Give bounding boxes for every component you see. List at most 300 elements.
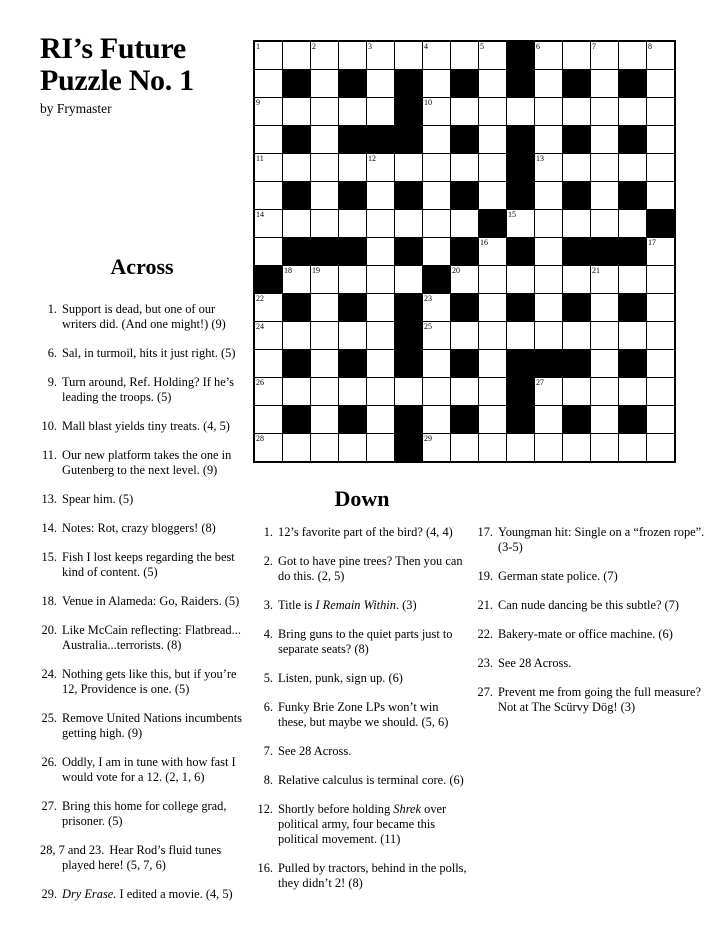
grid-cell[interactable]	[507, 434, 534, 461]
down-section-column-2	[476, 525, 716, 715]
clue-number: 1.	[47, 302, 57, 316]
grid-cell[interactable]	[647, 266, 674, 293]
grid-cell[interactable]	[283, 322, 310, 349]
grid-cell-black	[535, 350, 562, 377]
grid-cell[interactable]	[451, 154, 478, 181]
cell-number: 9	[256, 98, 260, 107]
grid-cell[interactable]	[563, 378, 590, 405]
grid-cell[interactable]	[535, 406, 562, 433]
grid-cell[interactable]	[479, 378, 506, 405]
grid-cell[interactable]	[339, 98, 366, 125]
grid-cell[interactable]	[311, 42, 338, 69]
grid-cell[interactable]	[255, 322, 282, 349]
cell-number: 8	[648, 42, 652, 51]
grid-cell[interactable]	[423, 238, 450, 265]
grid-cell-black	[339, 294, 366, 321]
grid-cell[interactable]	[591, 42, 618, 69]
grid-cell[interactable]	[647, 70, 674, 97]
grid-cell[interactable]	[311, 294, 338, 321]
grid-cell[interactable]	[563, 434, 590, 461]
grid-cell[interactable]	[535, 378, 562, 405]
grid-cell[interactable]	[311, 98, 338, 125]
grid-cell-black	[339, 406, 366, 433]
clue-text: Fish I lost keeps regarding the best kind of content. (5)	[62, 550, 235, 579]
grid-cell[interactable]	[535, 294, 562, 321]
clue-number: 10.	[41, 419, 57, 433]
clue-text: Youngman hit: Single on a “frozen rope”. (3-5)	[498, 525, 705, 554]
grid-cell-black	[255, 266, 282, 293]
grid-cell[interactable]	[423, 98, 450, 125]
grid-cell[interactable]	[591, 294, 618, 321]
grid-cell[interactable]	[367, 70, 394, 97]
across-clue-10	[40, 419, 244, 434]
clue-text: Prevent me from going the full measure? Not at The Scürvy Dög! (3)	[498, 685, 702, 714]
grid-cell[interactable]	[367, 154, 394, 181]
clue-number: 27.	[41, 799, 57, 813]
grid-cell[interactable]	[479, 266, 506, 293]
grid-cell[interactable]	[255, 182, 282, 209]
grid-cell[interactable]	[311, 70, 338, 97]
grid-cell-black	[283, 350, 310, 377]
grid-cell[interactable]	[423, 294, 450, 321]
grid-cell[interactable]	[647, 378, 674, 405]
down-clue-list-2	[476, 525, 716, 715]
cell-number: 22	[256, 294, 264, 303]
grid-cell[interactable]	[619, 154, 646, 181]
grid-cell[interactable]	[451, 42, 478, 69]
clue-number: 26.	[41, 755, 57, 769]
grid-cell[interactable]	[535, 210, 562, 237]
grid-cell[interactable]	[507, 98, 534, 125]
grid-cell[interactable]	[647, 434, 674, 461]
grid-cell[interactable]	[535, 238, 562, 265]
grid-cell[interactable]	[451, 322, 478, 349]
grid-cell[interactable]	[395, 154, 422, 181]
grid-cell[interactable]	[479, 126, 506, 153]
grid-cell[interactable]	[647, 238, 674, 265]
grid-cell[interactable]	[535, 154, 562, 181]
cell-number: 27	[536, 378, 544, 387]
grid-cell[interactable]	[451, 266, 478, 293]
clue-text: Title is I Remain Within. (3)	[278, 598, 417, 612]
grid-cell[interactable]	[283, 378, 310, 405]
grid-cell[interactable]	[283, 42, 310, 69]
grid-cell[interactable]	[647, 126, 674, 153]
grid-cell-black	[507, 378, 534, 405]
cell-number: 21	[592, 266, 600, 275]
grid-cell[interactable]	[255, 42, 282, 69]
grid-cell[interactable]	[535, 98, 562, 125]
grid-cell-black	[563, 406, 590, 433]
grid-cell[interactable]	[535, 182, 562, 209]
grid-cell-black	[339, 126, 366, 153]
clue-text: Turn around, Ref. Holding? If he’s leading the troops. (5)	[62, 375, 234, 404]
grid-cell[interactable]	[311, 378, 338, 405]
across-clue-list	[40, 302, 244, 902]
down-clue-8	[256, 773, 468, 788]
grid-cell-black	[507, 42, 534, 69]
clue-text: Mall blast yields tiny treats. (4, 5)	[62, 419, 230, 433]
grid-cell[interactable]	[255, 294, 282, 321]
clue-text: Shortly before holding Shrek over political army, four became this political movement. (11)	[278, 802, 447, 846]
grid-cell[interactable]	[423, 126, 450, 153]
across-clue-27	[40, 799, 244, 829]
cell-number: 10	[424, 98, 432, 107]
puzzle-title-line1: RI’s Future	[40, 32, 186, 65]
cell-number: 28	[256, 434, 264, 443]
grid-cell[interactable]	[367, 98, 394, 125]
across-section	[40, 255, 244, 902]
cell-number: 24	[256, 322, 264, 331]
grid-cell[interactable]	[591, 322, 618, 349]
grid-cell[interactable]	[507, 322, 534, 349]
across-clue-11	[40, 448, 244, 478]
clue-number: 9.	[47, 375, 57, 389]
grid-cell[interactable]	[563, 98, 590, 125]
clue-text: Pulled by tractors, behind in the polls, they didn’t 2! (8)	[278, 861, 467, 890]
clue-number: 6.	[263, 700, 273, 714]
clue-text: Our new platform takes the one in Gutenberg to the next level. (9)	[62, 448, 232, 477]
grid-cell-black	[395, 294, 422, 321]
grid-cell[interactable]	[283, 266, 310, 293]
across-clue-14	[40, 521, 244, 536]
grid-cell[interactable]	[423, 182, 450, 209]
grid-cell[interactable]	[647, 98, 674, 125]
grid-cell[interactable]	[255, 238, 282, 265]
grid-cell[interactable]	[423, 322, 450, 349]
grid-cell[interactable]	[535, 126, 562, 153]
grid-cell[interactable]	[311, 154, 338, 181]
across-clue-15	[40, 550, 244, 580]
grid-cell[interactable]	[451, 210, 478, 237]
grid-cell[interactable]	[423, 350, 450, 377]
grid-cell[interactable]	[283, 98, 310, 125]
grid-cell-black	[563, 70, 590, 97]
grid-cell[interactable]	[479, 154, 506, 181]
grid-cell[interactable]	[591, 70, 618, 97]
grid-cell[interactable]	[255, 98, 282, 125]
clue-text: Bring this home for college grad, prisoner. (5)	[62, 799, 227, 828]
grid-cell[interactable]	[619, 434, 646, 461]
grid-cell[interactable]	[283, 434, 310, 461]
grid-cell-black	[563, 238, 590, 265]
grid-cell[interactable]	[339, 210, 366, 237]
grid-cell-black	[395, 126, 422, 153]
grid-cell-black	[591, 238, 618, 265]
down-clue-17	[476, 525, 716, 555]
grid-cell[interactable]	[479, 322, 506, 349]
grid-cell[interactable]	[591, 126, 618, 153]
grid-cell[interactable]	[619, 322, 646, 349]
grid-cell[interactable]	[647, 154, 674, 181]
grid-cell[interactable]	[479, 98, 506, 125]
grid-cell[interactable]	[479, 434, 506, 461]
grid-cell[interactable]	[255, 154, 282, 181]
grid-cell-black	[451, 126, 478, 153]
clue-text: Listen, punk, sign up. (6)	[278, 671, 403, 685]
across-clue-18	[40, 594, 244, 609]
clue-number: 29.	[41, 887, 57, 901]
grid-cell[interactable]	[283, 210, 310, 237]
grid-cell[interactable]	[423, 42, 450, 69]
grid-cell[interactable]	[255, 378, 282, 405]
grid-cell[interactable]	[423, 406, 450, 433]
grid-cell[interactable]	[255, 350, 282, 377]
grid-cell[interactable]	[367, 406, 394, 433]
grid-cell-black	[423, 266, 450, 293]
grid-cell[interactable]	[311, 406, 338, 433]
clue-number: 2.	[263, 554, 273, 568]
clue-number: 21.	[477, 598, 493, 612]
clue-text: Sal, in turmoil, hits it just right. (5)	[62, 346, 236, 360]
grid-cell[interactable]	[367, 434, 394, 461]
grid-cell[interactable]	[367, 42, 394, 69]
grid-cell-black	[507, 182, 534, 209]
grid-cell-black	[283, 70, 310, 97]
grid-cell[interactable]	[451, 98, 478, 125]
grid-cell[interactable]	[395, 42, 422, 69]
grid-cell[interactable]	[311, 434, 338, 461]
down-clue-21	[476, 598, 716, 613]
clue-number: 1.	[263, 525, 273, 539]
grid-cell[interactable]	[423, 434, 450, 461]
grid-cell[interactable]	[283, 154, 310, 181]
grid-cell[interactable]	[367, 182, 394, 209]
clue-text: Spear him. (5)	[62, 492, 134, 506]
grid-cell-black	[339, 70, 366, 97]
clue-text: See 28 Across.	[498, 656, 572, 670]
grid-cell[interactable]	[367, 210, 394, 237]
puzzle-title	[40, 33, 250, 97]
grid-cell-black	[507, 238, 534, 265]
grid-cell-black	[451, 350, 478, 377]
grid-cell-black	[283, 294, 310, 321]
cell-number: 12	[368, 154, 376, 163]
grid-cell[interactable]	[535, 42, 562, 69]
across-clue-28	[40, 843, 244, 873]
grid-cell[interactable]	[563, 42, 590, 69]
grid-cell[interactable]	[647, 350, 674, 377]
grid-cell[interactable]	[311, 126, 338, 153]
clue-number: 25.	[41, 711, 57, 725]
cell-number: 3	[368, 42, 372, 51]
cell-number: 2	[312, 42, 316, 51]
grid-cell-black	[283, 126, 310, 153]
grid-cell[interactable]	[591, 182, 618, 209]
grid-cell[interactable]	[367, 294, 394, 321]
grid-cell[interactable]	[311, 322, 338, 349]
cell-number: 18	[284, 266, 292, 275]
grid-cell-black	[451, 238, 478, 265]
grid-cell[interactable]	[255, 126, 282, 153]
grid-cell[interactable]	[255, 434, 282, 461]
grid-cell[interactable]	[255, 406, 282, 433]
grid-cell[interactable]	[647, 294, 674, 321]
grid-cell[interactable]	[339, 378, 366, 405]
down-clue-16	[256, 861, 468, 891]
grid-cell[interactable]	[647, 322, 674, 349]
grid-cell[interactable]	[479, 70, 506, 97]
crossword-grid	[253, 40, 676, 463]
grid-cell[interactable]	[535, 434, 562, 461]
grid-cell[interactable]	[619, 42, 646, 69]
grid-cell[interactable]	[311, 210, 338, 237]
grid-cell[interactable]	[507, 266, 534, 293]
clue-number: 11.	[41, 448, 57, 462]
grid-cell[interactable]	[395, 378, 422, 405]
grid-cell[interactable]	[367, 238, 394, 265]
grid-cell[interactable]	[479, 406, 506, 433]
byline: by Frymaster	[40, 101, 112, 116]
grid-cell[interactable]	[591, 350, 618, 377]
grid-cell[interactable]	[339, 434, 366, 461]
grid-cell[interactable]	[591, 406, 618, 433]
grid-cell[interactable]	[619, 266, 646, 293]
down-clue-22	[476, 627, 716, 642]
grid-cell-black	[283, 406, 310, 433]
across-clue-20	[40, 623, 244, 653]
grid-cell[interactable]	[479, 350, 506, 377]
across-clue-6	[40, 346, 244, 361]
clue-text: Got to have pine trees? Then you can do this. (2, 5)	[278, 554, 463, 583]
grid-cell-black	[619, 70, 646, 97]
grid-cell-black	[507, 406, 534, 433]
grid-cell-black	[339, 350, 366, 377]
grid-cell[interactable]	[619, 378, 646, 405]
across-clue-25	[40, 711, 244, 741]
grid-cell[interactable]	[339, 154, 366, 181]
cell-number: 25	[424, 322, 432, 331]
across-clue-1	[40, 302, 244, 332]
grid-cell[interactable]	[311, 350, 338, 377]
down-clue-list-1	[256, 525, 468, 891]
clue-text: Funky Brie Zone LPs won’t win these, but maybe we should. (5, 6)	[278, 700, 449, 729]
grid-cell[interactable]	[647, 406, 674, 433]
down-section-column-1	[256, 487, 468, 891]
grid-cell-black	[507, 126, 534, 153]
grid-cell[interactable]	[479, 238, 506, 265]
grid-cell[interactable]	[423, 210, 450, 237]
puzzle-title-line2: Puzzle No. 1	[40, 64, 194, 97]
grid-cell[interactable]	[451, 434, 478, 461]
clue-number: 5.	[263, 671, 273, 685]
grid-cell[interactable]	[535, 266, 562, 293]
grid-cell-black	[283, 238, 310, 265]
clue-number: 22.	[477, 627, 493, 641]
down-heading: Down	[334, 486, 390, 511]
grid-cell[interactable]	[563, 210, 590, 237]
grid-cell-black	[507, 70, 534, 97]
clue-number: 27.	[477, 685, 493, 699]
clue-number: 13.	[41, 492, 57, 506]
grid-cell[interactable]	[591, 434, 618, 461]
grid-cell[interactable]	[591, 266, 618, 293]
clue-text: Venue in Alameda: Go, Raiders. (5)	[62, 594, 240, 608]
grid-cell[interactable]	[479, 294, 506, 321]
cell-number: 19	[312, 266, 320, 275]
down-clue-27	[476, 685, 716, 715]
grid-cell[interactable]	[591, 98, 618, 125]
grid-cell[interactable]	[311, 266, 338, 293]
grid-cell[interactable]	[647, 42, 674, 69]
down-clue-4	[256, 627, 468, 657]
grid-cell[interactable]	[535, 322, 562, 349]
grid-cell-black	[563, 350, 590, 377]
grid-cell[interactable]	[423, 378, 450, 405]
grid-cell[interactable]	[423, 70, 450, 97]
across-clue-26	[40, 755, 244, 785]
grid-cell[interactable]	[255, 210, 282, 237]
across-clue-9	[40, 375, 244, 405]
grid-cell-black	[395, 434, 422, 461]
grid-cell[interactable]	[479, 42, 506, 69]
grid-cell[interactable]	[535, 70, 562, 97]
down-clue-3	[256, 598, 468, 613]
clue-text: Bakery-mate or office machine. (6)	[498, 627, 673, 641]
grid-cell[interactable]	[647, 182, 674, 209]
clue-number: 24.	[41, 667, 57, 681]
grid-cell[interactable]	[507, 210, 534, 237]
grid-cell[interactable]	[367, 378, 394, 405]
clue-number: 15.	[41, 550, 57, 564]
grid-cell[interactable]	[563, 154, 590, 181]
grid-cell[interactable]	[311, 182, 338, 209]
grid-cell-black	[479, 210, 506, 237]
grid-cell[interactable]	[591, 210, 618, 237]
grid-cell-black	[619, 238, 646, 265]
grid-cell-black	[339, 182, 366, 209]
clue-number: 14.	[41, 521, 57, 535]
grid-cell[interactable]	[619, 210, 646, 237]
grid-cell[interactable]	[367, 322, 394, 349]
cell-number: 16	[480, 238, 488, 247]
grid-cell[interactable]	[339, 266, 366, 293]
clue-text: Notes: Rot, crazy bloggers! (8)	[62, 521, 216, 535]
grid-cell[interactable]	[339, 42, 366, 69]
grid-cell[interactable]	[563, 322, 590, 349]
clue-number: 19.	[477, 569, 493, 583]
grid-cell-black	[563, 126, 590, 153]
grid-cell[interactable]	[395, 266, 422, 293]
grid-cell[interactable]	[339, 322, 366, 349]
grid-cell[interactable]	[479, 182, 506, 209]
grid-cell-black	[451, 294, 478, 321]
clue-number: 20.	[41, 623, 57, 637]
grid-cell[interactable]	[619, 98, 646, 125]
down-clue-12	[256, 802, 468, 847]
grid-cell-black	[395, 322, 422, 349]
grid-cell[interactable]	[563, 266, 590, 293]
grid-cell[interactable]	[451, 378, 478, 405]
grid-cell-black	[619, 182, 646, 209]
puzzle-header	[40, 33, 250, 117]
down-clue-1	[256, 525, 468, 540]
grid-cell[interactable]	[367, 266, 394, 293]
grid-cell[interactable]	[255, 70, 282, 97]
cell-number: 20	[452, 266, 460, 275]
grid-cell[interactable]	[591, 154, 618, 181]
grid-cell[interactable]	[395, 210, 422, 237]
grid-cell[interactable]	[591, 378, 618, 405]
clue-text: German state police. (7)	[498, 569, 618, 583]
grid-cell[interactable]	[423, 154, 450, 181]
clue-text: Can nude dancing be this subtle? (7)	[498, 598, 679, 612]
cell-number: 6	[536, 42, 540, 51]
down-clue-5	[256, 671, 468, 686]
clue-text: Relative calculus is terminal core. (6)	[278, 773, 464, 787]
cell-number: 13	[536, 154, 544, 163]
grid-cell[interactable]	[367, 350, 394, 377]
